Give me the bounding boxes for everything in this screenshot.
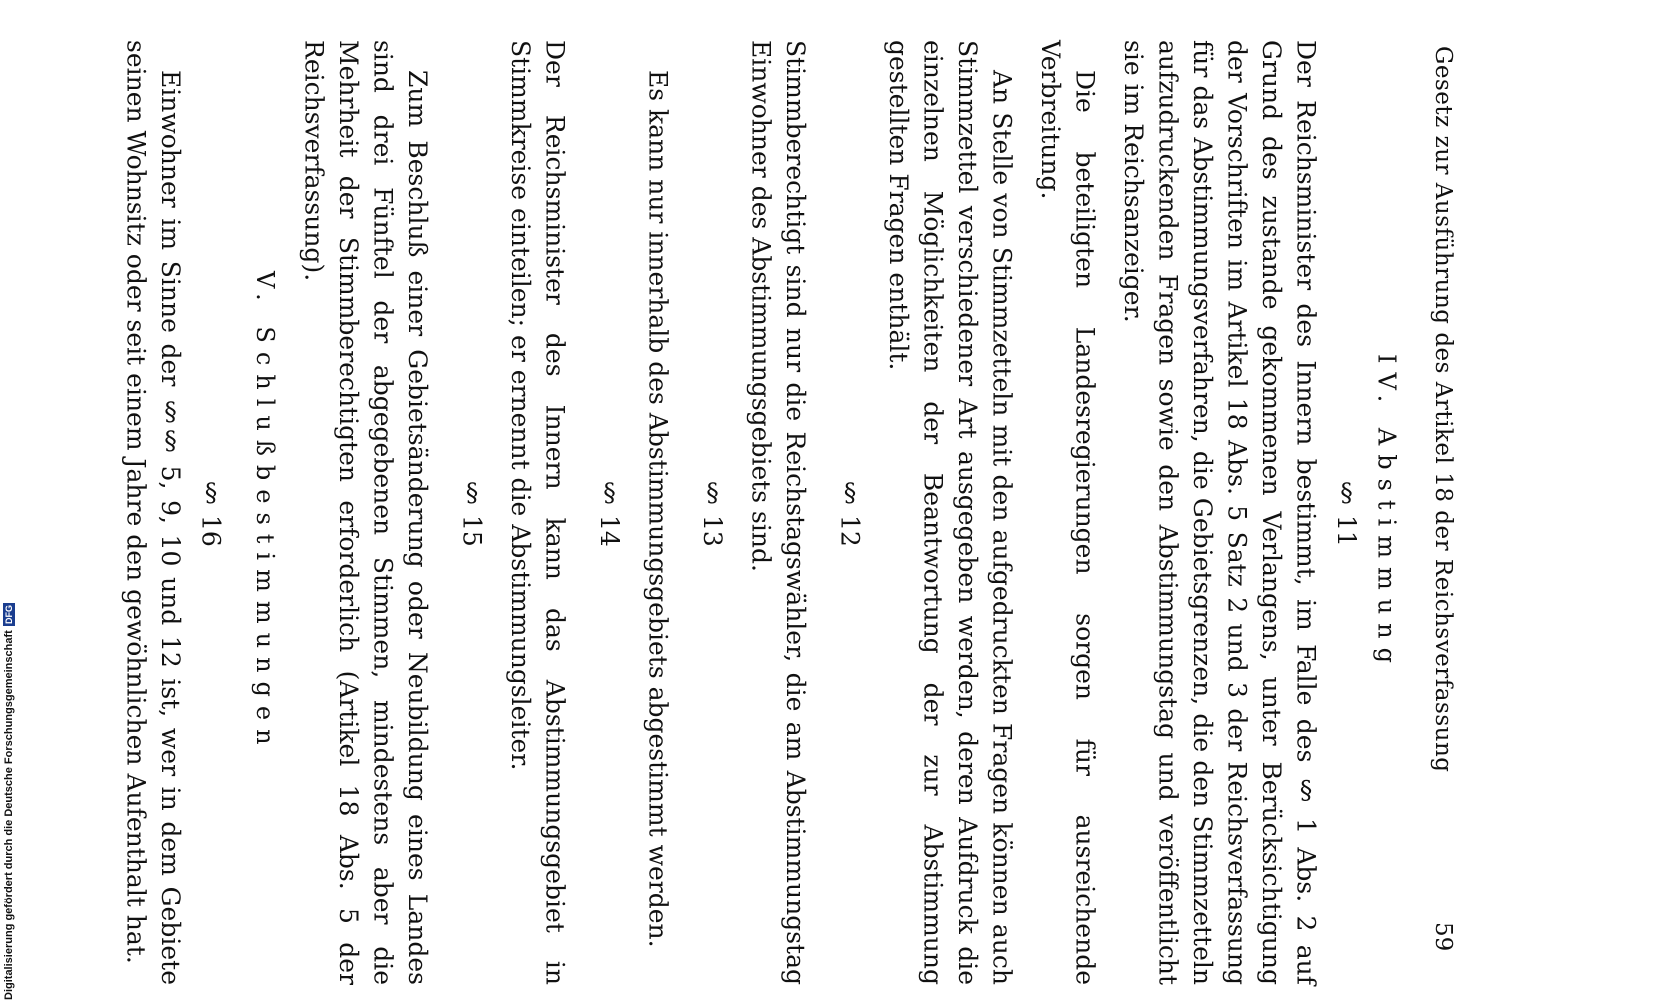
- page-number: 59: [1430, 921, 1456, 951]
- digitization-footer: [0, 605, 18, 1000]
- paragraph-text: Der Reichsminister des Innern bestimmt, im Falle des § 1 Abs. 2 auf Grund des zustande gekommenen Verlangens, unter Berücksichtigung der Vorschriften im Artikel 18 Abs. 5 Satz 2 und 3 der Reichsverfassung für das Abstimmungsverfahren, die Gebietsgrenzen, die den Stimmzetteln aufzudruckenden Fragen sowie den Abstimmungstag und veröffentlicht sie im Reichsanzeiger.: [1119, 40, 1321, 985]
- section-title-schlussbestimmungen: V. Schlußbestimmungen: [251, 271, 279, 754]
- footer-text: Digitalisierung gefördert durch die Deutsche Forschungsgemeinschaft: [3, 630, 15, 1000]
- paragraph-text: Der Reichsminister des Innern kann das Abstimmungsgebiet in Stimmkreise einteilen; er ernennt die Abstimmungsleiter.: [506, 40, 570, 985]
- paragraph-text: An Stelle von Stimmzetteln mit den aufgedruckten Fragen können auch Stimmzettel verschiedener Art ausgegeben werden, deren Aufdruck die einzelnen Möglichkeiten der Beantwortung der zur Abstimmung gestellten Fragen enthält.: [884, 40, 1017, 985]
- paragraph-text: Einwohner im Sinne der §§ 5, 9, 10 und 12 ist, wer in dem Gebiete seinen Wohnsitz oder seit einem Jahre den gewöhnlichen Aufenthalt hat.: [121, 40, 185, 985]
- paragraph-heading: § 14: [595, 478, 624, 547]
- paragraph-heading: § 11: [1332, 478, 1361, 547]
- running-head: [1426, 40, 1461, 957]
- paragraph-heading: § 12: [835, 478, 865, 547]
- paragraph-heading: § 16: [196, 478, 226, 547]
- paragraph-text: Die beteiligten Landesregierungen sorgen für ausreichende Verbreitung.: [1036, 40, 1100, 985]
- dfg-logo: DFG: [4, 605, 14, 625]
- paragraph-heading: § 15: [457, 478, 487, 547]
- paragraph-heading: § 13: [698, 478, 727, 547]
- paragraph-text: Es kann nur innerhalb des Abstimmungsgebiets abgestimmt werden.: [643, 70, 673, 948]
- paragraph-text: Zum Beschluß einer Gebietsänderung oder Neubildung eines Landes sind drei Fünftel der abgegebenen Stimmen, mindestens aber die Mehrheit der Stimmberechtigten erforderlich (Artikel 18 Abs. 5 der Reichsverfassung).: [299, 40, 432, 985]
- running-head-title: Gesetz zur Ausführung des Artikel 18 der Reichsverfassung: [1430, 46, 1456, 773]
- paragraph-text: Stimmberechtigt sind nur die Reichstagswähler, die am Abstimmungstag Einwohner des Abstimmungsgebiets sind.: [746, 40, 810, 985]
- document-page: [95, 40, 1460, 985]
- section-title-abstimmung: IV. Abstimmung: [1372, 353, 1401, 672]
